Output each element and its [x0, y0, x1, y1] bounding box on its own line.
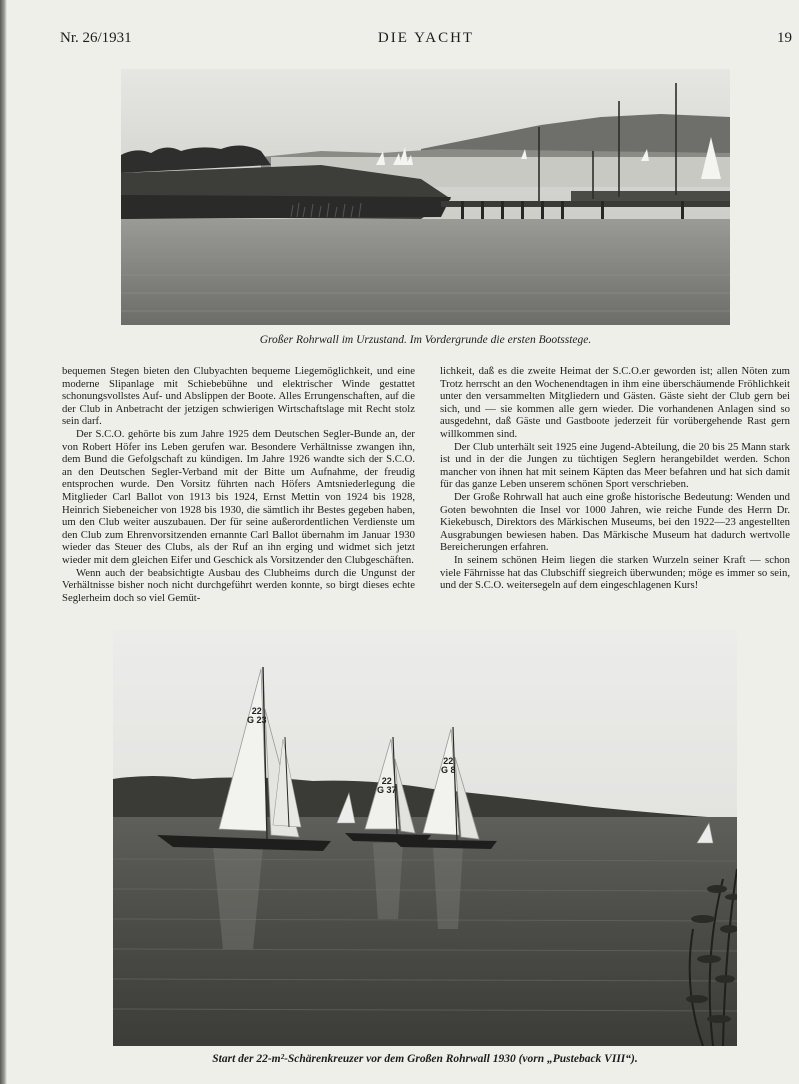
page-header: [60, 30, 792, 50]
paragraph: In seinem schönen Heim liegen die starken Wurzeln seiner Kraft — schon viele Fährnisse hat das Clubschiff siegreich überwunden; möge es immer so sein, und der S.C.O. weitersegeln auf dem eingeschlagenen Kurs!: [440, 553, 790, 592]
regatta-illustration: [113, 629, 737, 1046]
sail-number-boat-2: 22 G 37: [377, 776, 397, 795]
paragraph: bequemen Stegen bieten den Clubyachten bequeme Liegemöglichkeit, und eine moderne Slipanlage mit Schiebebühne und elektrischer Winde gestattet schonungsvollstes Auf- und Abslippen der Boote. Alles Errungenschaften, auf die der Club in Anbetracht der jetzigen schwierigen Wirtschaftslage mit Recht stolz sein darf.: [62, 365, 415, 428]
paragraph: Der Club unterhält seit 1925 eine Jugend-Abteilung, die 20 bis 25 Mann stark ist und in der die Jungen zu tüchtigen Seglern herangebildet werden. Schon mancher von ihnen hat mit seinem Käpten das Meer befahren und hat sich damit für das ganze Leben unserem schönen Sport verschrieben.: [440, 440, 790, 491]
photo-regatta-start: [113, 629, 737, 1046]
page-binding-edge: [0, 0, 7, 1084]
photo-caption-bottom: Start der 22-m²-Schärenkreuzer vor dem Großen Rohrwall 1930 (vorn „Pusteback VIII“).: [212, 1053, 638, 1065]
sail-number-boat-1: 22 G 23: [247, 706, 267, 725]
photo-rohrwall-landscape: [121, 69, 730, 325]
issue-number: Nr. 26/1931: [60, 30, 132, 46]
paragraph: Wenn auch der beabsichtigte Ausbau des Clubheims durch die Ungunst der Verhältnisse bisher noch nicht durchgeführt werden konnte, so birgt dieses echte Seglerheim doch so viel Gemüt-: [62, 566, 415, 604]
paragraph: Der Große Rohrwall hat auch eine große historische Bedeutung: Wenden und Goten bewohnten die Insel vor 1000 Jahren, wie reiche Funde des Herrn Dr. Kiekebusch, Direktors des Märkischen Museums, bei den 1922—23 angestellten Ausgrabungen bewiesen haben. Das Märkische Museum hat dadurch wertvolle Bereicherungen erfahren.: [440, 490, 790, 554]
text-column-right: [440, 365, 790, 592]
magazine-title: DIE YACHT: [377, 30, 475, 46]
page-number: 19: [777, 30, 792, 46]
landscape-illustration: [121, 69, 730, 325]
paragraph: Der S.C.O. gehörte bis zum Jahre 1925 dem Deutschen Segler-Bunde an, der von Robert Höfer ins Leben gerufen war. Besondere Verhältnisse zwangen ihn, dem Bund die Gefolgschaft zu kündigen. Im Jahre 1926 wandte sich der S.C.O. an den Deutschen Segler-Verband mit der Bitte um Aufnahme, der freudig entsprochen wurde. Den Vorsitz führten nach Höfers Amtsniederlegung die Mitglieder Carl Ballot von 1913 bis 1924, Ernst Mettin von 1924 bis 1928, Heinrich Siebeneicher von 1928 bis 1930, die sämtlich ihr Bestes gegeben haben, um den Club weiter auszubauen. Der für seine außerordentlichen Verdienste um den Club zum Ehrenvorsitzenden ernannte Carl Ballot übernahm im Januar 1930 wieder das Steuer des Clubs, als der Ruf an ihn erging und widmet sich jetzt wieder mit dem gleichen Eifer und Geschick als Vorsitzender den Clubgeschäften.: [62, 427, 415, 566]
text-column-left: [62, 365, 415, 604]
photo-caption-top: Großer Rohrwall im Urzustand. Im Vordergrunde die ersten Bootsstege.: [259, 334, 592, 346]
sail-number-boat-3: 22 G 8: [441, 756, 456, 775]
paragraph: lichkeit, daß es die zweite Heimat der S.C.O.er geworden ist; allen Nöten zum Trotz herrscht an den Wochenendtagen in ihm eine überschäumende Fröhlichkeit unter den versammelten Mitgliedern und Gästen. Gäste sieht der Club gern bei sich, und — sie kommen alle gern wieder. Die vorhandenen Anlagen sind so ausgedehnt, daß Gäste und Gastboote jederzeit für vorübergehende Rast gern willkommen sind.: [440, 365, 790, 440]
